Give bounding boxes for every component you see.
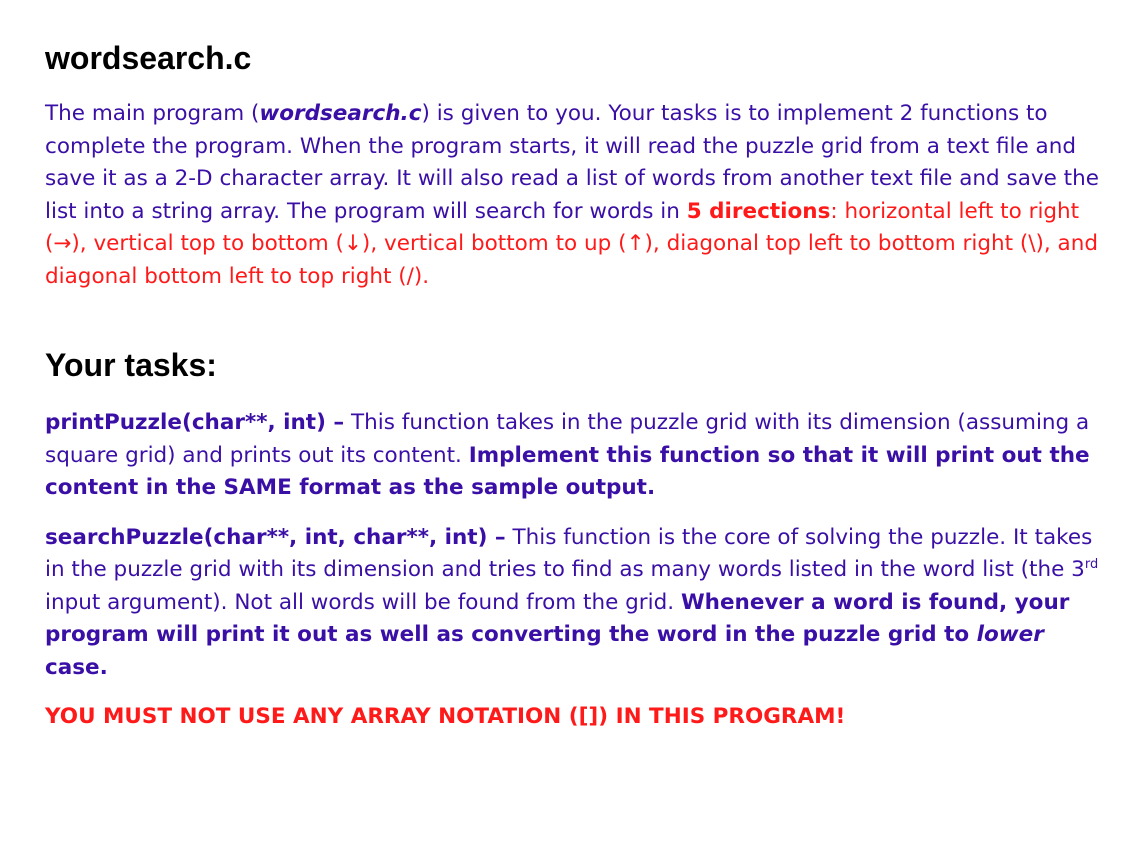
- search-puzzle-instruction-end: case.: [45, 654, 108, 680]
- intro-directions-count: 5 directions: [686, 198, 831, 224]
- search-puzzle-instruction: Whenever a word is found, your program will print it out as well as converting the word in the puzzle grid to: [45, 589, 1070, 647]
- intro-directions-list: : horizontal left to right (→), vertical top to bottom (↓), vertical bottom to up (↑), diagonal top left to bottom right (\), and diagonal bottom left to top right (/).: [45, 198, 1098, 289]
- document-title: wordsearch.c: [45, 40, 252, 76]
- intro-text-start: The main program (: [45, 101, 260, 126]
- ordinal-superscript: rd: [1084, 556, 1099, 572]
- array-notation-warning: YOU MUST NOT USE ANY ARRAY NOTATION ([]) IN THIS PROGRAM!: [45, 704, 846, 729]
- search-puzzle-description-cont: input argument). Not all words will be found from the grid.: [45, 589, 681, 615]
- intro-paragraph: [45, 98, 1105, 293]
- search-puzzle-lower: lower: [976, 622, 1044, 647]
- print-puzzle-description: This function takes in the puzzle grid with its dimension (assuming a square grid) and prints out its content.: [45, 410, 1090, 468]
- task-print-puzzle: [45, 407, 1105, 505]
- task-search-puzzle: [45, 522, 1105, 685]
- print-puzzle-instruction: Implement this function so that it will print out the content in the SAME format as the sample output.: [45, 442, 1090, 500]
- search-puzzle-description: This function is the core of solving the puzzle. It takes in the puzzle grid with its dimension and tries to find as many words listed in the word list (the 3: [45, 524, 1093, 582]
- print-puzzle-signature: printPuzzle(char**, int) –: [45, 410, 345, 435]
- intro-filename: wordsearch.c: [259, 101, 422, 126]
- tasks-heading: Your tasks:: [45, 347, 217, 383]
- document-page: [45, 36, 1105, 734]
- search-puzzle-signature: searchPuzzle(char**, int, char**, int) –: [45, 524, 506, 550]
- intro-text-body: ) is given to you. Your tasks is to implement 2 functions to complete the program. When the program starts, it will read the puzzle grid from a text file and save it as a 2-D character array. It will also read a list of words from another text file and save the list into a string array. The program will search for words in: [45, 101, 1099, 224]
